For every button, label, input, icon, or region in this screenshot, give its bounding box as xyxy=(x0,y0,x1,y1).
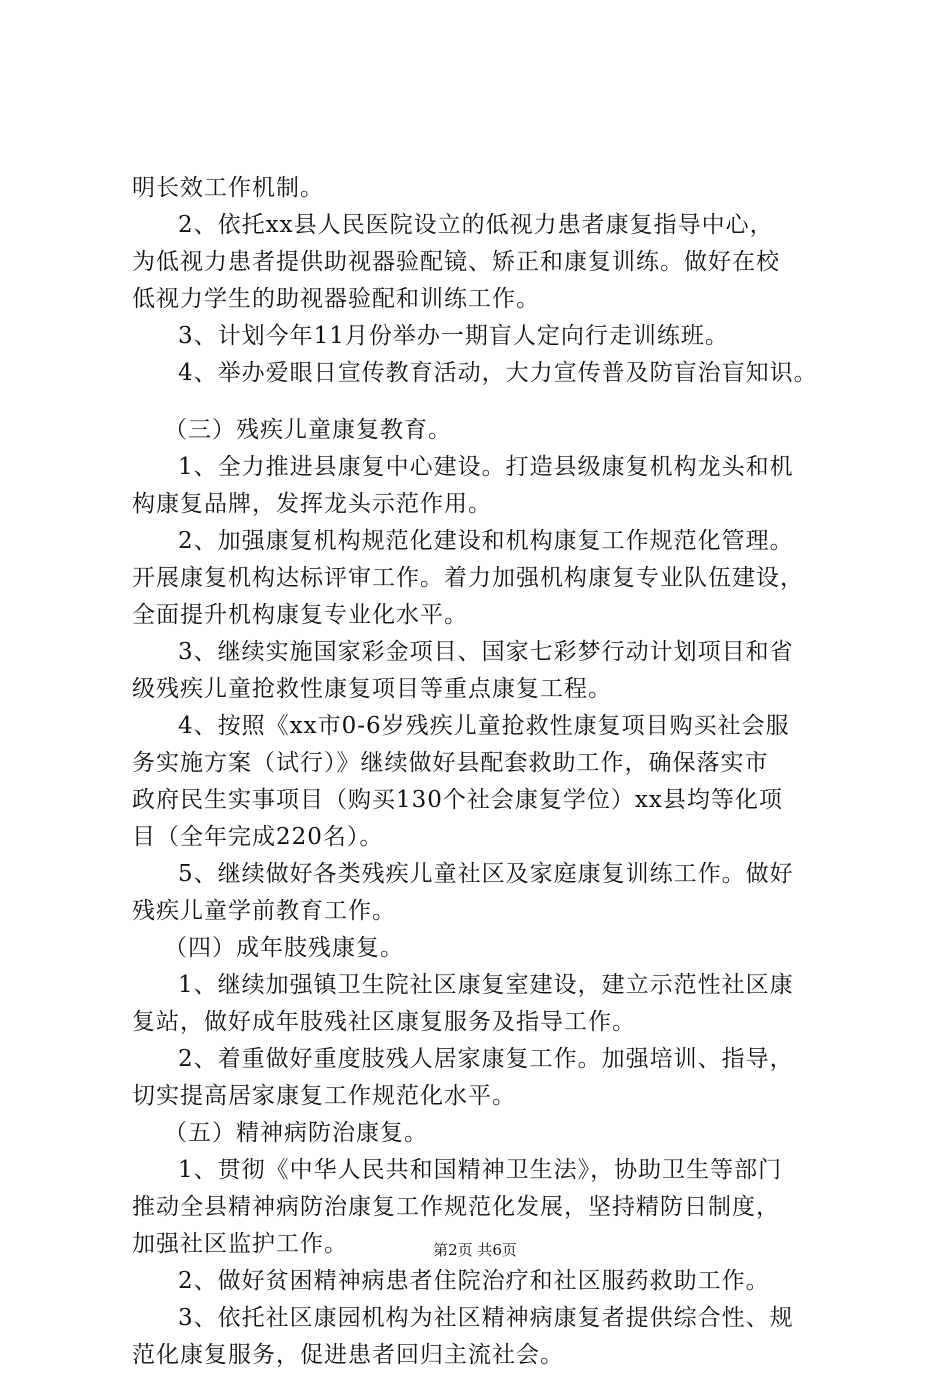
body-line: 3、依托社区康园机构为社区精神病康复者提供综合性、规 xyxy=(178,1305,794,1331)
paragraph-gap xyxy=(132,392,852,412)
body-line: 2、着重做好重度肢残人居家康复工作。加强培训、指导， xyxy=(178,1046,794,1072)
body-line: 3、计划今年11月份举办一期盲人定向行走训练班。 xyxy=(178,323,729,349)
body-line: 2、依托xx县人民医院设立的低视力患者康复指导中心， xyxy=(178,212,774,238)
section-heading: （三）残疾儿童康复教育。 xyxy=(164,417,452,443)
body-line: 范化康复服务，促进患者回归主流社会。 xyxy=(132,1342,564,1368)
body-line: 5、继续做好各类残疾儿童社区及家庭康复训练工作。做好 xyxy=(178,861,794,887)
body-line: 务实施方案（试行）》继续做好县配套救助工作，确保落实市 xyxy=(132,750,769,776)
body-line: 切实提高居家康复工作规范化水平。 xyxy=(132,1083,516,1109)
page-number-footer: 第2页 共6页 xyxy=(433,1241,517,1259)
section-heading: （五）精神病防治康复。 xyxy=(164,1120,428,1146)
body-line: 1、全力推进县康复中心建设。打造县级康复机构龙头和机 xyxy=(178,454,794,480)
body-line: 加强社区监护工作。 xyxy=(132,1231,348,1257)
body-line: 残疾儿童学前教育工作。 xyxy=(132,898,396,924)
body-line: 4、举办爱眼日宣传教育活动，大力宣传普及防盲治盲知识。 xyxy=(178,360,818,386)
body-line: 构康复品牌，发挥龙头示范作用。 xyxy=(132,491,492,517)
body-line: 低视力学生的助视器验配和训练工作。 xyxy=(132,286,540,312)
body-line: 政府民生实事项目（购买130个社会康复学位）xx县均等化项 xyxy=(132,787,783,813)
body-line: 1、贯彻《中华人民共和国精神卫生法》，协助卫生等部门 xyxy=(178,1157,783,1183)
body-line: 目（全年完成220名）。 xyxy=(132,824,384,850)
body-line: 级残疾儿童抢救性康复项目等重点康复工程。 xyxy=(132,676,612,702)
section-heading: （四）成年肢残康复。 xyxy=(164,935,404,961)
body-line: 开展康复机构达标评审工作。着力加强机构康复专业队伍建设， xyxy=(132,565,804,591)
body-line: 1、继续加强镇卫生院社区康复室建设，建立示范性社区康 xyxy=(178,972,794,998)
body-line: 为低视力患者提供助视器验配镜、矫正和康复训练。做好在校 xyxy=(132,249,780,275)
body-line: 明长效工作机制。 xyxy=(132,175,324,201)
body-line: 2、加强康复机构规范化建设和机构康复工作规范化管理。 xyxy=(178,528,794,554)
body-line: 全面提升机构康复专业化水平。 xyxy=(132,602,468,628)
document-body xyxy=(132,170,852,1374)
body-line: 2、做好贫困精神病患者住院治疗和社区服药救助工作。 xyxy=(178,1268,770,1294)
body-line: 4、按照《xx市0-6岁残疾儿童抢救性康复项目购买社会服 xyxy=(178,713,790,739)
body-line: 推动全县精神病防治康复工作规范化发展，坚持精防日制度， xyxy=(132,1194,780,1220)
body-line: 复站，做好成年肢残社区康复服务及指导工作。 xyxy=(132,1009,636,1035)
body-line: 3、继续实施国家彩金项目、国家七彩梦行动计划项目和省 xyxy=(178,639,794,665)
